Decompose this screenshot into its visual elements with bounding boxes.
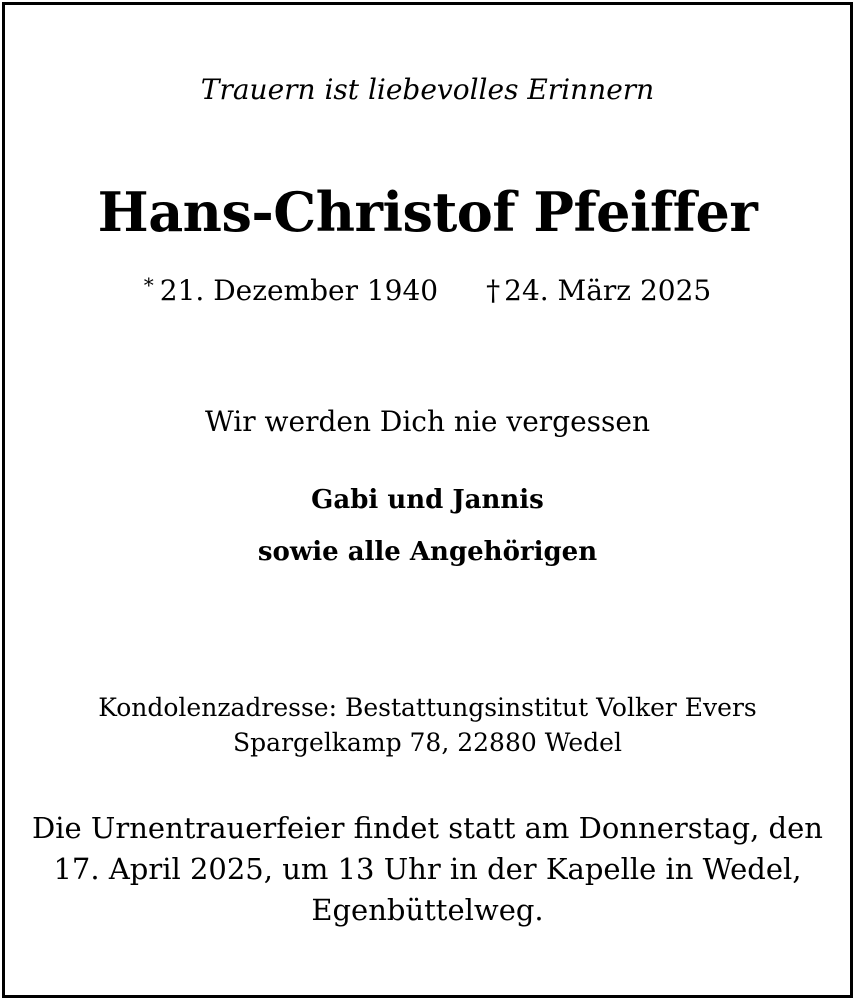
death-symbol: †	[486, 274, 501, 307]
life-dates	[5, 273, 850, 307]
ceremony-info-line: Die Urnentrauerfeier findet statt am Donnerstag, den	[32, 811, 823, 845]
condolence-address-line: Spargelkamp 78, 22880 Wedel	[233, 728, 622, 757]
obituary-notice	[2, 2, 853, 998]
birth-date: 21. Dezember 1940	[159, 274, 439, 307]
deceased-name: Hans-Christof Pfeiffer	[97, 180, 758, 244]
ceremony-info-line: 17. April 2025, um 13 Uhr in der Kapelle in Wedel,	[53, 852, 802, 886]
birth-symbol: *	[143, 273, 154, 297]
death-date: 24. März 2025	[504, 274, 712, 307]
ceremony-info-line: Egenbüttelweg.	[311, 893, 544, 927]
family-line: Gabi und Jannis	[311, 485, 544, 515]
family-line: sowie alle Angehörigen	[257, 537, 598, 567]
condolence-address-line: Kondolenzadresse: Bestattungsinstitut Volker Evers	[98, 693, 757, 722]
farewell-text: Wir werden Dich nie vergessen	[205, 405, 650, 438]
motto: Trauern ist liebevolles Erinnern	[200, 73, 655, 106]
